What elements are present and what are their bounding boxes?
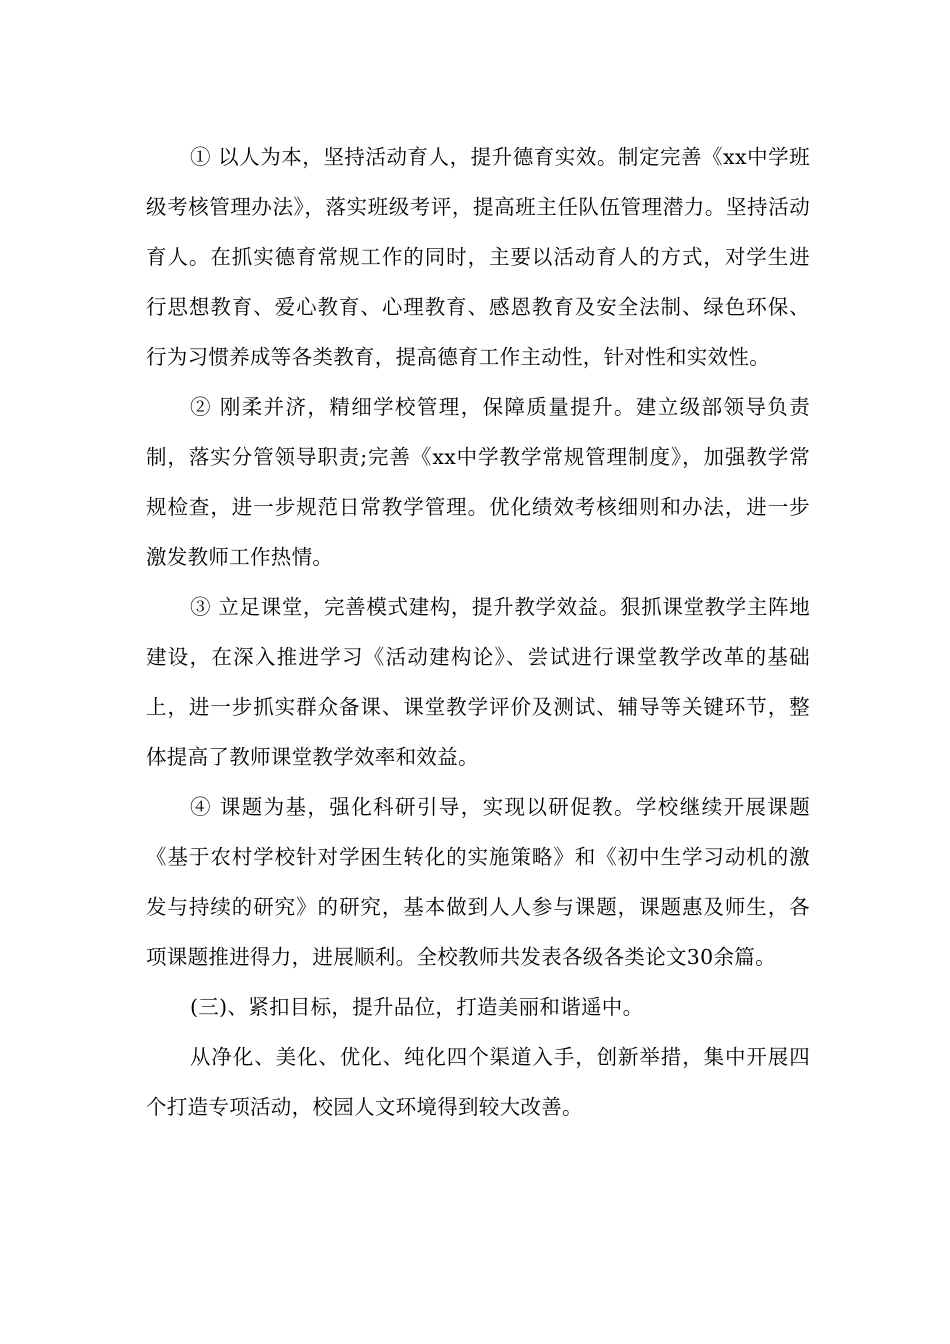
paragraph-campus-environment: 从净化、美化、优化、纯化四个渠道入手，创新举措，集中开展四个打造专项活动，校园人文环境得到较大改善。 [146, 1045, 810, 1119]
section-heading-three: (三)、紧扣目标，提升品位，打造美丽和谐遥中。 [190, 995, 644, 1019]
paragraph-school-management: ② 刚柔并济，精细学校管理，保障质量提升。建立级部领导负责制，落实分管领导职责;完善《xx中学教学常规管理制度》，加强教学常规检查，进一步规范日常教学管理。优化绩效考核细则和办法，进一步激发教师工作热情。 [146, 395, 810, 569]
paragraph-classroom-teaching: ③ 立足课堂，完善模式建构，提升教学效益。狠抓课堂教学主阵地建设，在深入推进学习《活动建构论》、尝试进行课堂教学改革的基础上，进一步抓实群众备课、课堂教学评价及测试、辅导等关键环节，整体提高了教师课堂教学效率和效益。 [146, 595, 810, 769]
paragraph-moral-education: ① 以人为本，坚持活动育人，提升德育实效。制定完善《xx中学班级考核管理办法》，落实班级考评，提高班主任队伍管理潜力。坚持活动育人。在抓实德育常规工作的同时，主要以活动育人的方式，对学生进行思想教育、爱心教育、心理教育、感恩教育及安全法制、绿色环保、行为习惯养成等各类教育，提高德育工作主动性，针对性和实效性。 [146, 145, 810, 369]
paragraph-research-projects: ④ 课题为基，强化科研引导，实现以研促教。学校继续开展课题《基于农村学校针对学困生转化的实施策略》和《初中生学习动机的激发与持续的研究》的研究，基本做到人人参与课题，课题惠及师生，各项课题推进得力，进展顺利。全校教师共发表各级各类论文30余篇。 [146, 795, 810, 969]
document-body [146, 132, 810, 1132]
